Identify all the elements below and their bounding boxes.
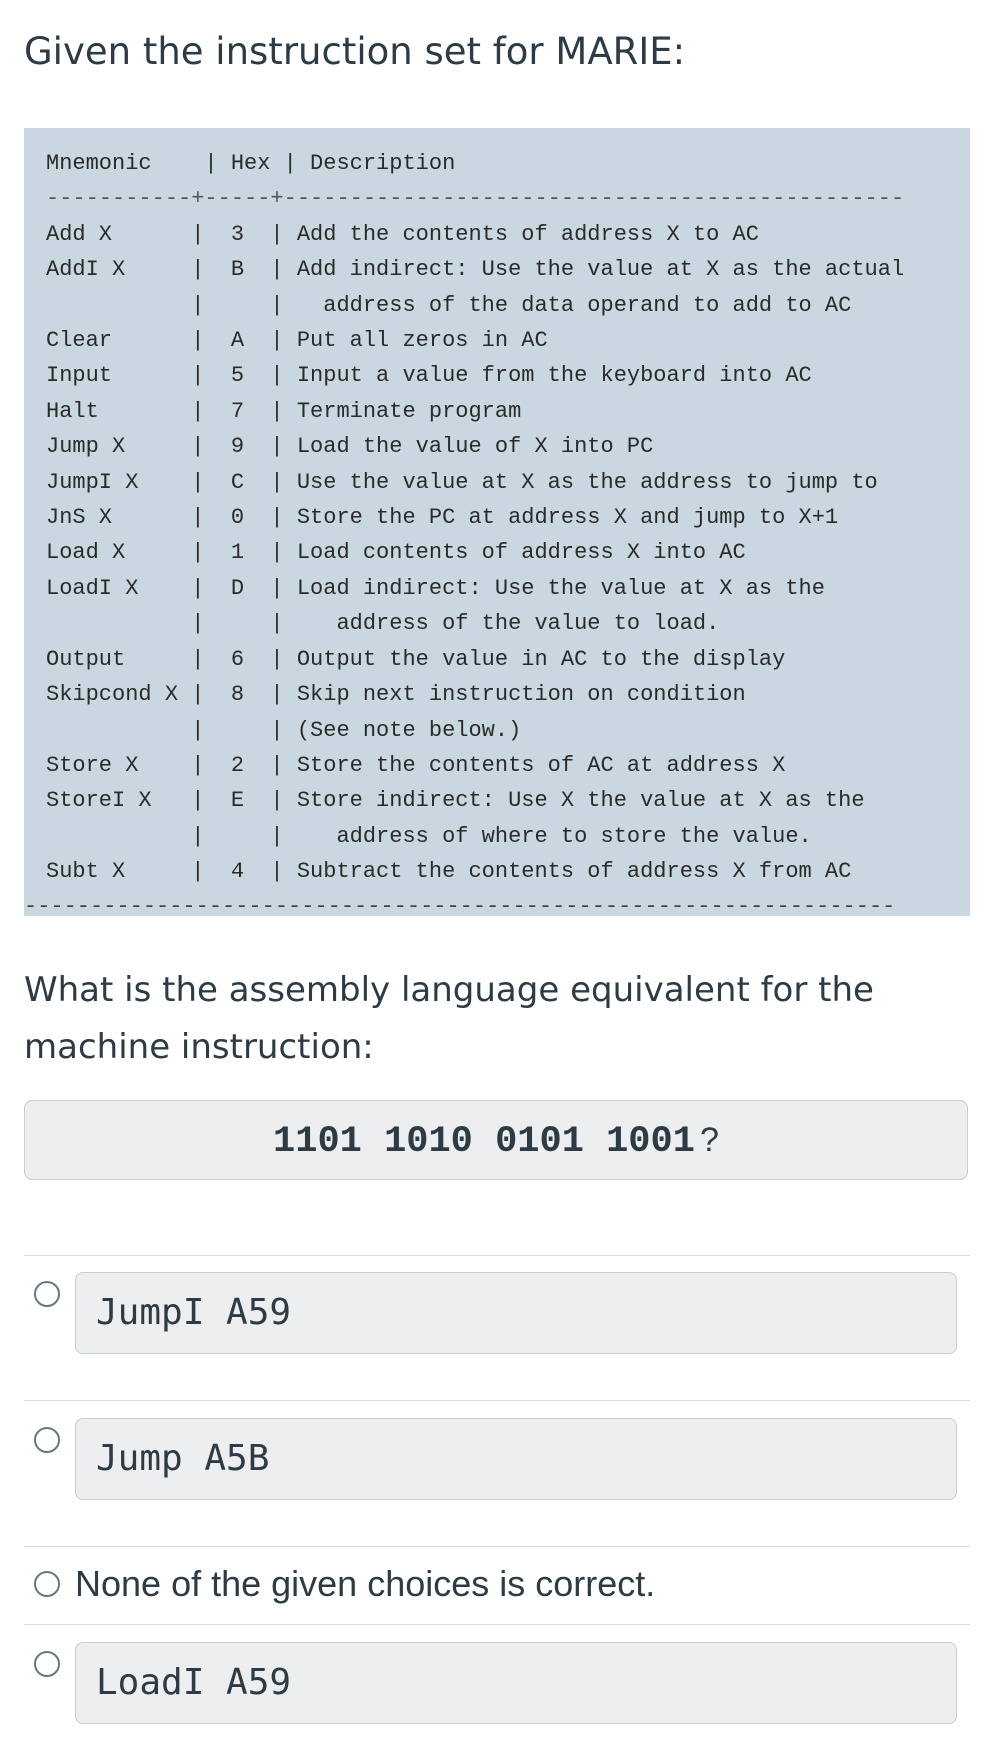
table-row: JumpI X | C | Use the value at X as the address to jump to [46, 469, 878, 495]
question-mark: ? [700, 1121, 719, 1159]
option-divider [24, 1255, 970, 1256]
option-2-label[interactable]: Jump A5B [75, 1418, 957, 1500]
table-row: Input | 5 | Input a value from the keyboard into AC [46, 363, 812, 389]
table-row: JnS X | 0 | Store the PC at address X and jump to X+1 [46, 505, 839, 531]
table-row: Halt | 7 | Terminate program [46, 398, 522, 424]
option-1-label[interactable]: JumpI A59 [75, 1272, 957, 1354]
option-divider [24, 1546, 970, 1547]
table-bottom-rule: ------------------------------------------------------------------ [24, 900, 896, 914]
table-row: StoreI X | E | Store indirect: Use X the value at X as the [46, 788, 865, 814]
machine-instruction-box [24, 1100, 968, 1180]
instruction-set-listing [46, 146, 970, 890]
radio-option-2[interactable] [34, 1427, 60, 1453]
table-row: LoadI X | D | Load indirect: Use the value at X as the [46, 575, 825, 601]
radio-option-1[interactable] [34, 1281, 60, 1307]
table-row: Clear | A | Put all zeros in AC [46, 328, 548, 354]
table-row: Skipcond X | 8 | Skip next instruction on condition [46, 682, 746, 708]
question-text: What is the assembly language equivalent for the machine instruction: [24, 970, 874, 1067]
table-row: | | (See note below.) [46, 717, 522, 743]
option-divider [24, 1400, 970, 1401]
option-3-label[interactable]: None of the given choices is correct. [75, 1563, 656, 1604]
table-header: Mnemonic | Hex | Description [46, 151, 456, 176]
option-divider [24, 1624, 970, 1625]
table-row: | | address of where to store the value. [46, 823, 812, 849]
table-row: Subt X | 4 | Subtract the contents of address X from AC [46, 859, 852, 885]
instruction-set-table [24, 128, 970, 916]
table-row: Add X | 3 | Add the contents of address X to AC [46, 221, 759, 247]
table-row: Store X | 2 | Store the contents of AC at address X [46, 752, 786, 778]
machine-instruction: 1101 1010 0101 1001 [273, 1121, 695, 1163]
table-row: | | address of the value to load. [46, 611, 720, 637]
table-row: Load X | 1 | Load contents of address X into AC [46, 540, 746, 566]
table-row: AddI X | B | Add indirect: Use the value at X as the actual [46, 257, 905, 283]
table-row: Jump X | 9 | Load the value of X into PC [46, 434, 654, 460]
table-row: | | address of the data operand to add to AC [46, 292, 852, 318]
radio-option-3[interactable] [34, 1571, 60, 1597]
intro-text: Given the instruction set for MARIE: [24, 30, 686, 73]
header-separator: -----------+-----+----------------------------------------------- [46, 186, 905, 212]
option-4-label[interactable]: LoadI A59 [75, 1642, 957, 1724]
radio-option-4[interactable] [34, 1651, 60, 1677]
table-row: Output | 6 | Output the value in AC to the display [46, 646, 786, 672]
